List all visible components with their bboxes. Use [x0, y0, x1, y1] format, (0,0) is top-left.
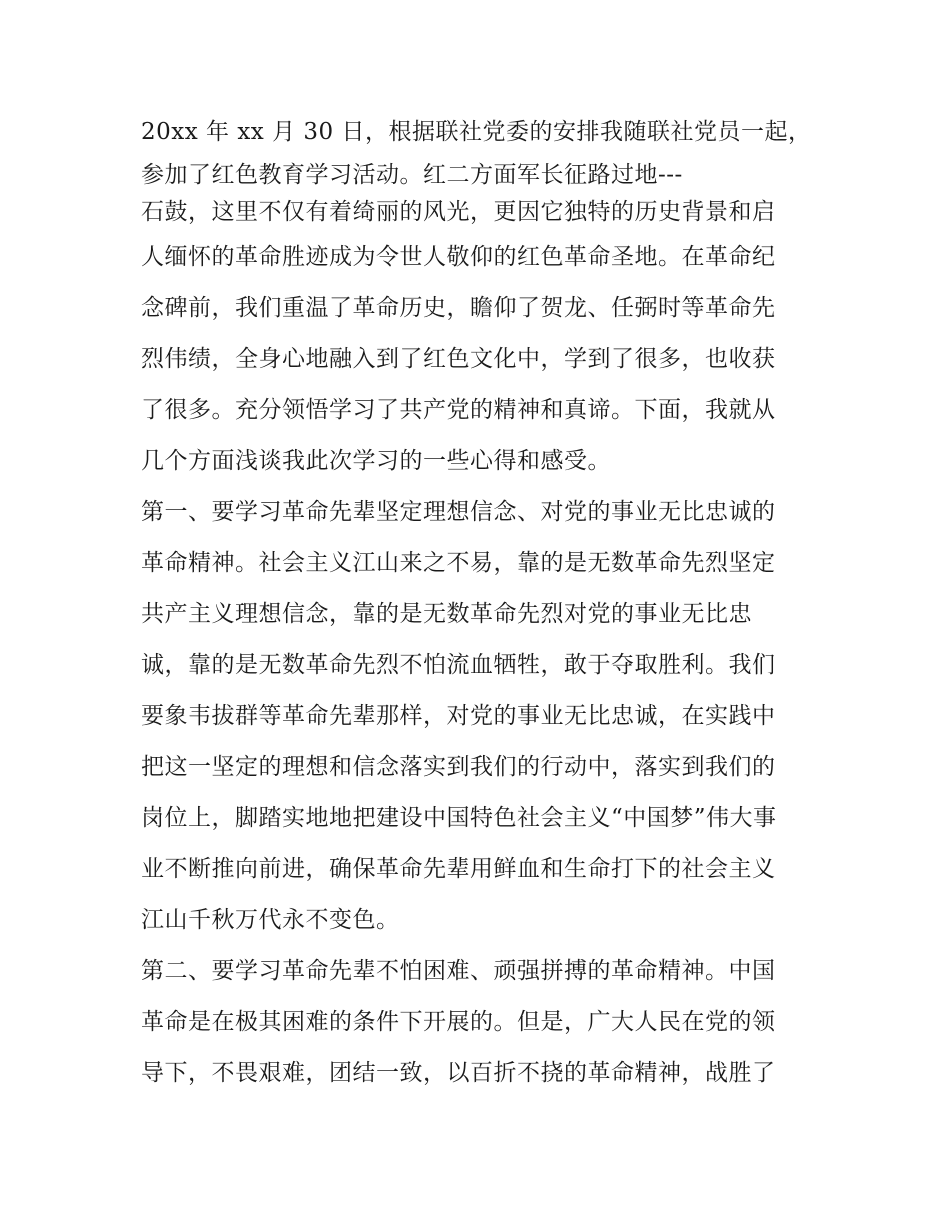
text-line: 参加了红色教育学习活动。红二方面军长征路过地--- [141, 162, 683, 188]
text-line: 导下，不畏艰难，团结一致，以百折不挠的革命精神，战胜了 [141, 1060, 776, 1086]
text-line: 人缅怀的革命胜迹成为令世人敬仰的红色革命圣地。在革命纪 [141, 244, 776, 270]
text-line: 业不断推向前进，确保革命先辈用鲜血和生命打下的社会主义 [141, 856, 776, 882]
text-line: 岗位上，脚踏实地地把建设中国特色社会主义“中国梦”伟大事 [141, 805, 777, 831]
text-line: 了很多。充分领悟学习了共产党的精神和真谛。下面，我就从 [141, 397, 776, 423]
text-line: 革命是在极其困难的条件下开展的。但是，广大人民在党的领 [141, 1009, 776, 1035]
text-line: 共产主义理想信念，靠的是无数革命先烈对党的事业无比忠 [141, 601, 752, 627]
document-body [141, 107, 821, 1099]
text-line: 把这一坚定的理想和信念落实到我们的行动中，落实到我们的 [141, 754, 776, 780]
text-line: 几个方面浅谈我此次学习的一些心得和感受。 [141, 448, 611, 474]
text-line: 江山千秋万代永不变色。 [141, 907, 400, 933]
text-line: 革命精神。社会主义江山来之不易，靠的是无数革命先烈坚定 [141, 550, 776, 576]
text-line: 要象韦拔群等革命先辈那样，对党的事业无比忠诚，在实践中 [141, 703, 776, 729]
text-line: 烈伟绩，全身心地融入到了红色文化中，学到了很多，也收获 [141, 346, 776, 372]
text-line: 20xx 年 xx 月 30 日，根据联社党委的安排我随联社党员一起， [141, 119, 812, 145]
text-line: 诚，靠的是无数革命先烈不怕流血牺牲，敢于夺取胜利。我们 [141, 652, 776, 678]
text-line: 第一、要学习革命先辈坚定理想信念、对党的事业无比忠诚的 [141, 499, 776, 525]
text-line: 第二、要学习革命先辈不怕困难、顽强拼搏的革命精神。中国 [141, 958, 776, 984]
text-line: 念碑前，我们重温了革命历史，瞻仰了贺龙、任弼时等革命先 [141, 295, 776, 321]
text-line: 石鼓，这里不仅有着绮丽的风光，更因它独特的历史背景和启 [141, 199, 776, 225]
